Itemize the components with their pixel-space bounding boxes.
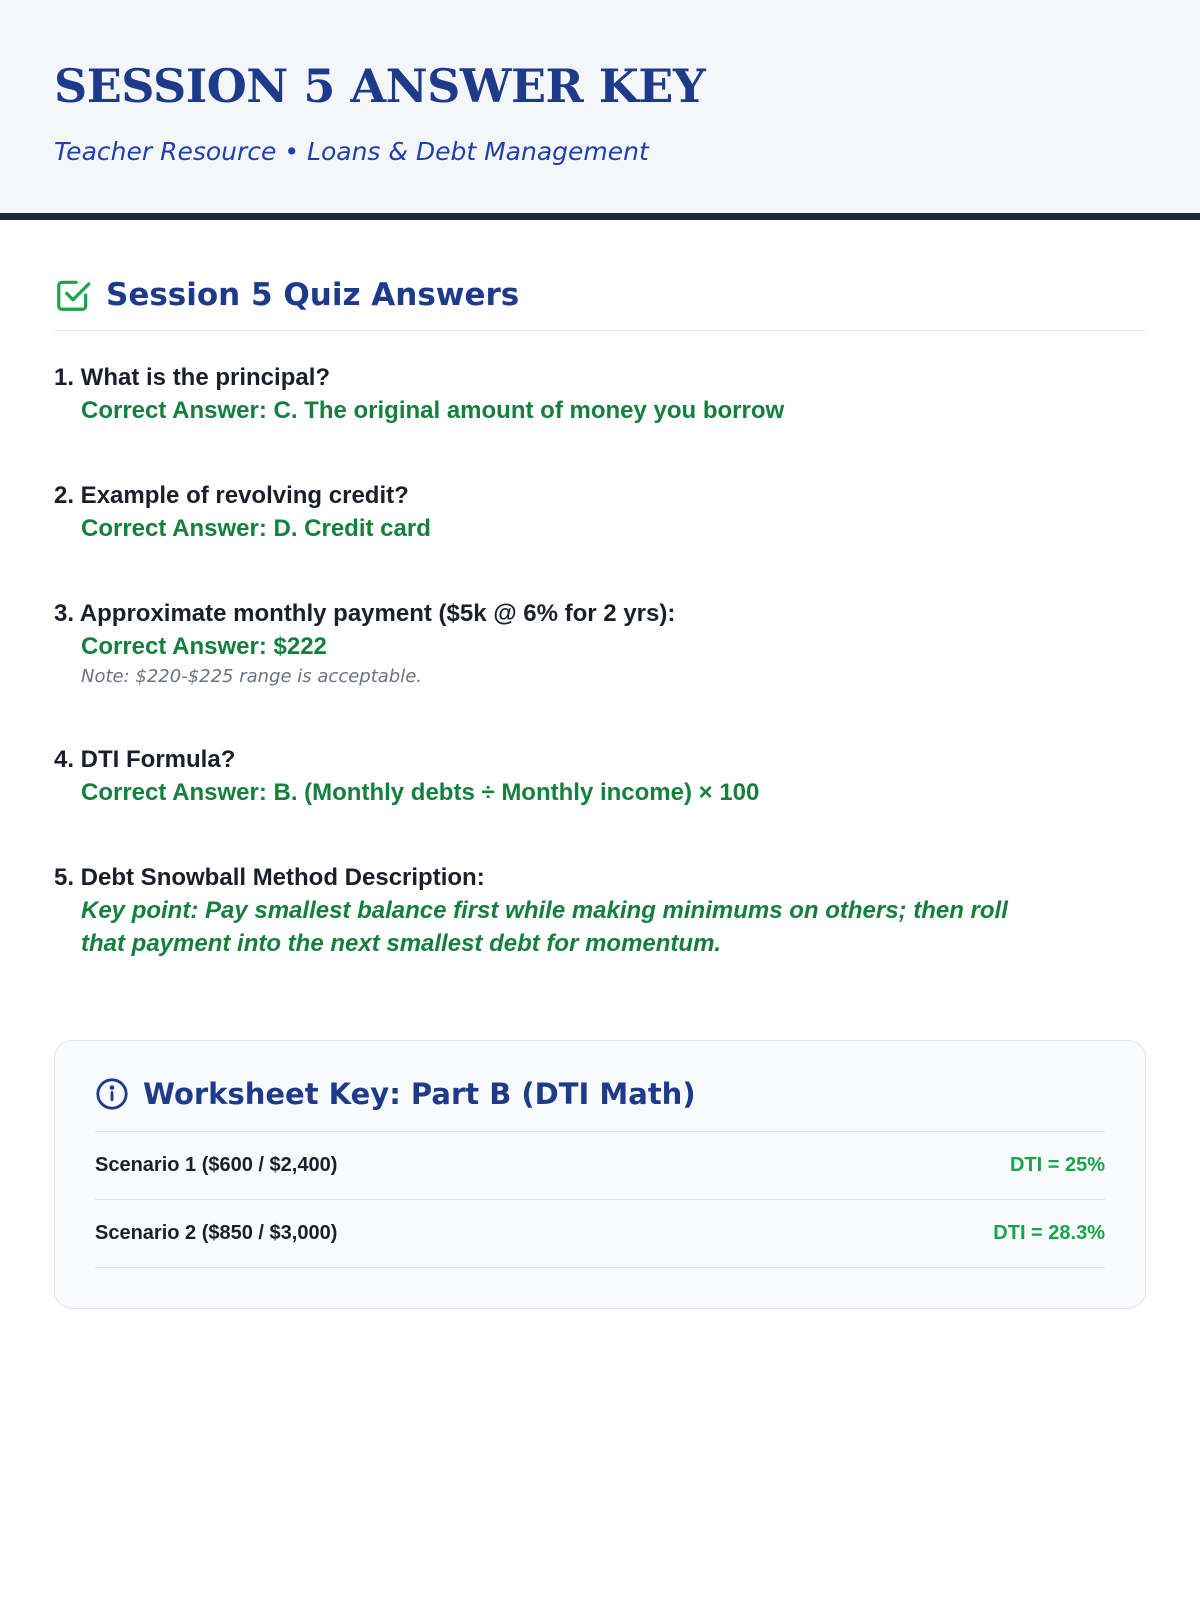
quiz-answer-list — [54, 361, 1146, 960]
worksheet-title: Worksheet Key: Part B (DTI Math) — [143, 1077, 696, 1111]
quiz-answer: Correct Answer: $222 — [81, 633, 327, 660]
quiz-item — [54, 743, 1146, 809]
quiz-question: 3. Approximate monthly payment ($5k @ 6% for 2 yrs): — [54, 600, 676, 627]
quiz-section-title: Session 5 Quiz Answers — [106, 277, 520, 313]
quiz-note: Note: $220-$225 range is acceptable. — [81, 666, 423, 687]
quiz-question: 2. Example of revolving credit? — [54, 482, 409, 509]
quiz-answer: Correct Answer: D. Credit card — [81, 515, 431, 542]
info-circle-icon — [95, 1077, 129, 1111]
page-header — [0, 0, 1200, 220]
scenario-label: Scenario 2 ($850 / $3,000) — [95, 1222, 338, 1244]
scenario-row — [95, 1132, 1105, 1200]
page-title: SESSION 5 ANSWER KEY — [54, 59, 706, 113]
quiz-item — [54, 597, 1146, 691]
quiz-item — [54, 861, 1146, 960]
checkbox-check-icon — [54, 276, 92, 314]
scenario-result: DTI = 28.3% — [993, 1222, 1105, 1244]
page-subtitle: Teacher Resource • Loans & Debt Management — [54, 137, 649, 166]
quiz-answer: Correct Answer: B. (Monthly debts ÷ Monthly income) × 100 — [81, 779, 760, 806]
quiz-answer: Key point: Pay smallest balance first while making minimums on others; then roll that payment into the next smallest debt for momentum. — [81, 897, 1008, 957]
quiz-question: 4. DTI Formula? — [54, 746, 236, 773]
main-content — [0, 276, 1200, 1309]
quiz-item — [54, 361, 1146, 427]
quiz-question: 1. What is the principal? — [54, 364, 331, 391]
scenario-label: Scenario 1 ($600 / $2,400) — [95, 1154, 338, 1176]
worksheet-key-card — [54, 1040, 1146, 1309]
quiz-answer: Correct Answer: C. The original amount of money you borrow — [81, 397, 785, 424]
scenario-result: DTI = 25% — [1009, 1154, 1105, 1176]
scenario-row — [95, 1200, 1105, 1268]
quiz-section-heading — [54, 276, 1146, 331]
worksheet-heading — [95, 1077, 1105, 1132]
quiz-question: 5. Debt Snowball Method Description: — [54, 864, 485, 891]
quiz-item — [54, 479, 1146, 545]
